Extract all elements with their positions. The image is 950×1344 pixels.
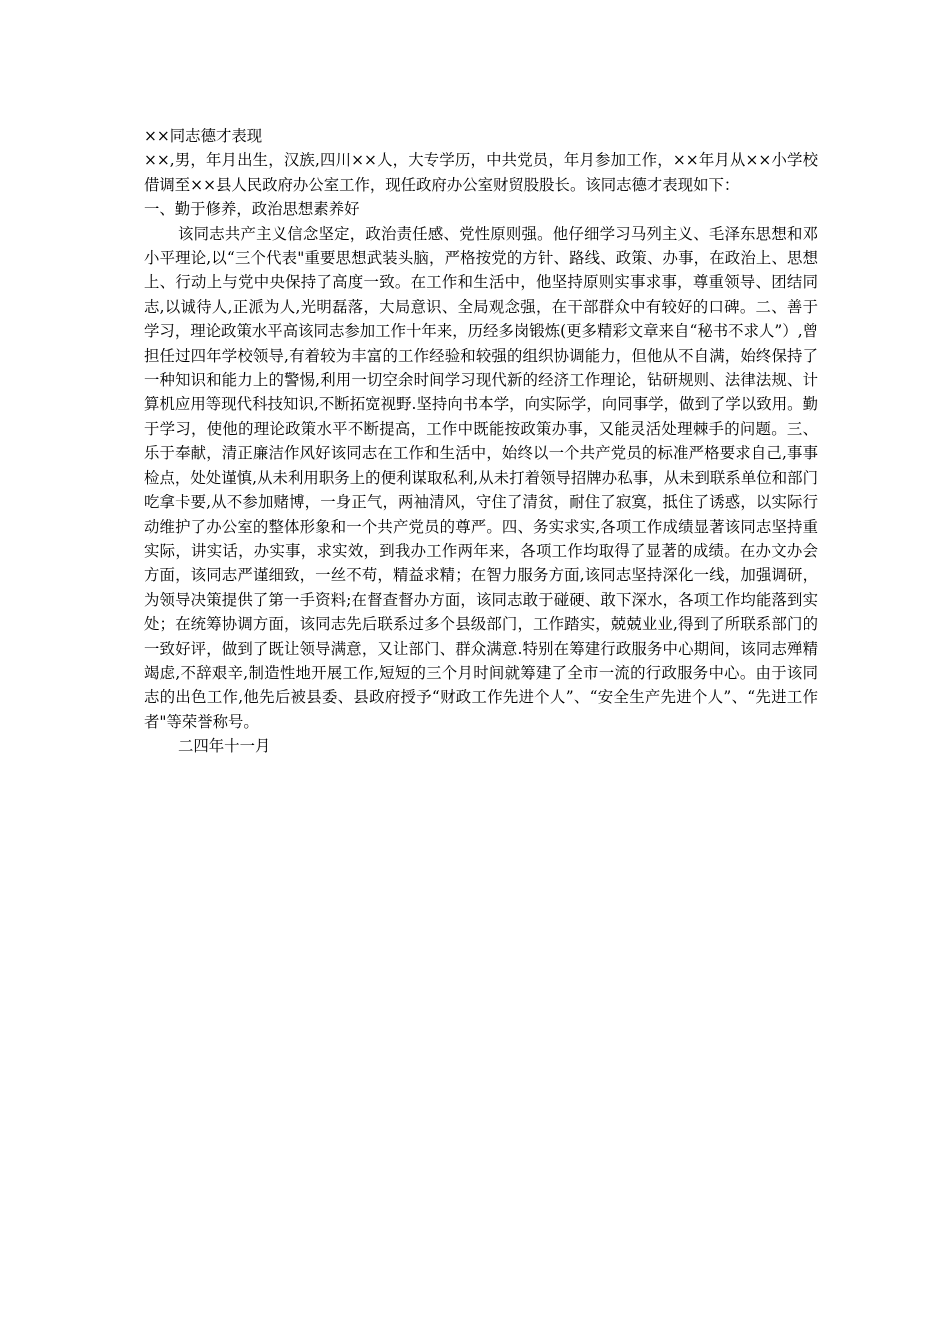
section-heading: 一、勤于修养，政治思想素养好 (144, 200, 360, 219)
document-date: 二四年十一月 (178, 737, 271, 756)
intro-paragraph: ××,男，年月出生，汉族,四川××人，大专学历，中共党员，年月参加工作，××年月从××小学校借调至××县人民政府办公室工作，现任政府办公室财贸股股长。该同志德才表现如下： (144, 151, 818, 194)
body-paragraph: 该同志共产主义信念坚定，政治责任感、党性原则强。他仔细学习马列主义、毛泽东思想和邓小平理论,以“三个代表"重要思想武装头脑，严格按党的方针、路线、政策、办事，在政治上、思想上、行动上与党中央保持了高度一致。在工作和生活中，他坚持原则实事求事，尊重领导、团结同志,以诚待人,正派为人,光明磊落，大局意识、全局观念强，在干部群众中有较好的口碑。二、善于学习，理论政策水平高该同志参加工作十年来，历经多岗锻炼(更多精彩文章来自“秘书不求人”）,曾担任过四年学校领导,有着较为丰富的工作经验和较强的组织协调能力，但他从不自满，始终保持了一种知识和能力上的警惕,利用一切空余时间学习现代新的经济工作理论，钻研规则、法律法规、计算机应用等现代科技知识,不断拓宽视野.坚持向书本学，向实际学，向同事学，做到了学以致用。勤于学习，使他的理论政策水平不断提高，工作中既能按政策办事，又能灵活处理棘手的问题。三、乐于奉献，清正廉洁作风好该同志在工作和生活中，始终以一个共产党员的标准严格要求自己,事事检点，处处谨慎,从未利用职务上的便利谋取私利,从未打着领导招牌办私事，从未到联系单位和部门吃拿卡要,从不参加赌博，一身正气，两袖清风，守住了清贫，耐住了寂寞，抵住了诱惑，以实际行动维护了办公室的整体形象和一个共产党员的尊严。四、务实求实,各项工作成绩显著该同志坚持重实际，讲实话，办实事，求实效，到我办工作两年来，各项工作均取得了显著的成绩。在办文办会方面，该同志严谨细致，一丝不苟，精益求精；在智力服务方面,该同志坚持深化一线，加强调研，为领导决策提供了第一手资料;在督查督办方面，该同志敢于碰硬、敢下深水，各项工作均能落到实处；在统筹协调方面，该同志先后联系过多个县级部门，工作踏实，兢兢业业,得到了所联系部门的一致好评，做到了既让领导满意，又让部门、群众满意.特别在筹建行政服务中心期间，该同志殚精竭虑,不辞艰辛,制造性地开展工作,短短的三个月时间就筹建了全市一流的行政服务中心。由于该同志的出色工作,他先后被县委、县政府授予“财政工作先进个人”、“安全生产先进个人”、“先进工作者"等荣誉称号。 (144, 224, 818, 731)
document-page (144, 124, 818, 759)
document-title: ××同志德才表现 (144, 127, 263, 145)
